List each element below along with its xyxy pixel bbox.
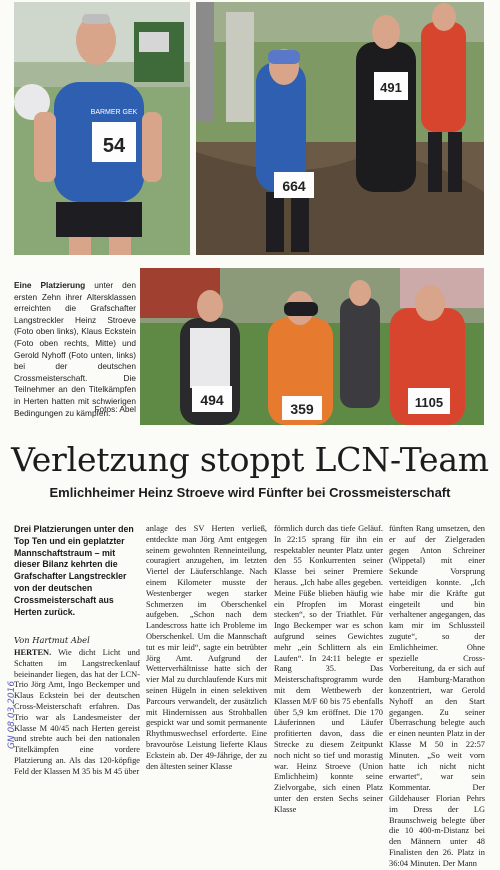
headline: Verletzung stoppt LCN-Team: [11, 440, 489, 479]
subheadline: Emlichheimer Heinz Stroeve wird Fünfter bei Crossmeisterschaft: [49, 485, 451, 500]
teaser: Drei Platzierungen unter den Top Ten und ein geplatzter Mannschaftstraum – mit dieser Bilanz kehrten die Grafschafter Langstreckler von der deutschen Crossmeisterschaft aus Herten zurück.: [14, 524, 134, 617]
handwritten-date-stamp: GN 08.03.2016: [7, 680, 18, 750]
photo-runners-nyhoff-eckstein: [140, 268, 484, 425]
caption-lead: Eine Platzierung: [14, 280, 86, 290]
photo-credit: Fotos: Abel: [94, 404, 136, 414]
bib-number: 1105: [414, 395, 444, 410]
photo-runner-stroeve: [14, 2, 190, 255]
sponsor-label: BARMER GEK: [90, 109, 138, 116]
article-column-4: fünften Rang umsetzen, den er auf der Zielgeraden gegen Anton Schreiner (Wippetal) mit einer Sekunde Vorsprung verteidigen konnte. „Ich habe mir die Kräfte gut eingeteilt und bin verhaltener angegangen, das kam mir im Schlussteil zugute“, so der Emlichheimer. Ohne spezielle Cross-Vorbereitung, da er sich auf den Hamburg-Marathon konzentriert, war Gerold Nyhoff an den Start gegangen. Zu seiner Überraschung belegte auch er einen neunten Platz in der Klasse M 50 in 22:57 Minuten. „So weit vorn hatte ich nicht nicht erwartet“, war sein Kommentar. Der Gildehauser Florian Pehrs im Dress der LG Braunschweig belegte über die 10 400-m-Distanz bei den Männern unter 48 Finalisten den 26. Platz in 36:04 Minuten. Der Mann: [389, 524, 485, 868]
photo-runner-eckstein-top: [196, 2, 484, 255]
article-column-1: [14, 648, 140, 791]
article-column-2: anlage des SV Herten verließ, entdeckte man Jörg Amt entgegen seinem gewohnten Renneinteilung, couragiert anzugehen, im letzten Viertel der Läuferschlange. Nach einem Kilometer musste der Westenberger wegen starker Schmerzen im Oberschenkel aufgeben. „Schon nach dem Landescross hatte ich Probleme im Oberschenkel. Um die Mannschaft tut es mir leid“, sagte ein betrübter Jörg Amt. Aufgrund der Wetterverhältnisse hatte sich der vier Mal zu durchlaufende Kurs mit seinen Hügeln in einen selektiven Parcours verwandelt, der zusätzlich mit Hindernissen aus Strohballen gespickt war und somit permanente Rhythmuswechsel erforderte. Eine bravouröse Leistung lieferte Klaus Eckstein ab. Der 49-Jährige, der zu den ältesten seiner Klasse: [146, 524, 267, 771]
bib-number: 664: [282, 178, 306, 194]
bib-number: 54: [102, 135, 126, 157]
bib-number: 494: [200, 392, 224, 408]
bib-number: 491: [380, 80, 402, 95]
photo-caption: [14, 280, 136, 419]
caption-text: unter den ersten Zehn ihrer Altersklassen erreichten die Grafschafter Langstreckler Heinz Stroeve (Foto oben links), Klaus Eckstein (Foto oben rechts, Mitte) und Gerold Nyhoff (Foto unten, links) bei der deutschen Crossmeisterschaft. Die Teilnehmer an den Titelkämpfen in Herten hatten mit schwierigen Bedingungen zu kämpfen.: [14, 280, 136, 418]
byline: Von Hartmut Abel: [14, 635, 90, 645]
bib-number: 359: [290, 401, 314, 417]
article-column-3: förmlich durch das tiefe Geläuf. In 22:15 sprang für ihn ein respektabler neunter Platz unter den 55 Konkurrenten seiner Klasse bei seiner Premiere heraus. „Ich habe alles gegeben. Meine Füße blieben häufig wie ein Pfropfen im Morast stecken“, so der Triathlet. Für Ingo Beckemper war es schon aufgrund seines Gewichtes mehr „ein Schlittern als ein Laufen“. In 24:11 belegte er Rang 35. Das Meisterschaftsprogramm wurde mit dem Wettbewerb der Klassen M/F 60 bis 75 ebenfalls über 5,9 km eröffnet. Die 170 Läuferinnen und Läufer profitierten davon, dass die Strecke zu diesem Zeitpunkt noch nicht so tief und morastig war. Heinz Stroeve (Union Emlichheim) konnte seine Zielvorgabe, sich einen Platz unter den ersten Sechs seiner Klasse: [274, 524, 383, 814]
article-text: Wie dicht Licht und Schatten im Langstreckenlauf beieinander liegen, das hat der LCN-Trio Jörg Amt, Ingo Beckemper und Klaus Eckstein bei der deutschen Cross-Meisterschaft erfahren. Das Trio war als Landesmeister der Klasse M 40/45 nach Herten gereist und strebte auch bei den nationalen Titelkämpfen eine vordere Platzierung an. Als das 120-köpfige Feld der Klassen M 35 bis M 45 über: [14, 648, 140, 776]
dateline: HERTEN.: [14, 648, 52, 657]
